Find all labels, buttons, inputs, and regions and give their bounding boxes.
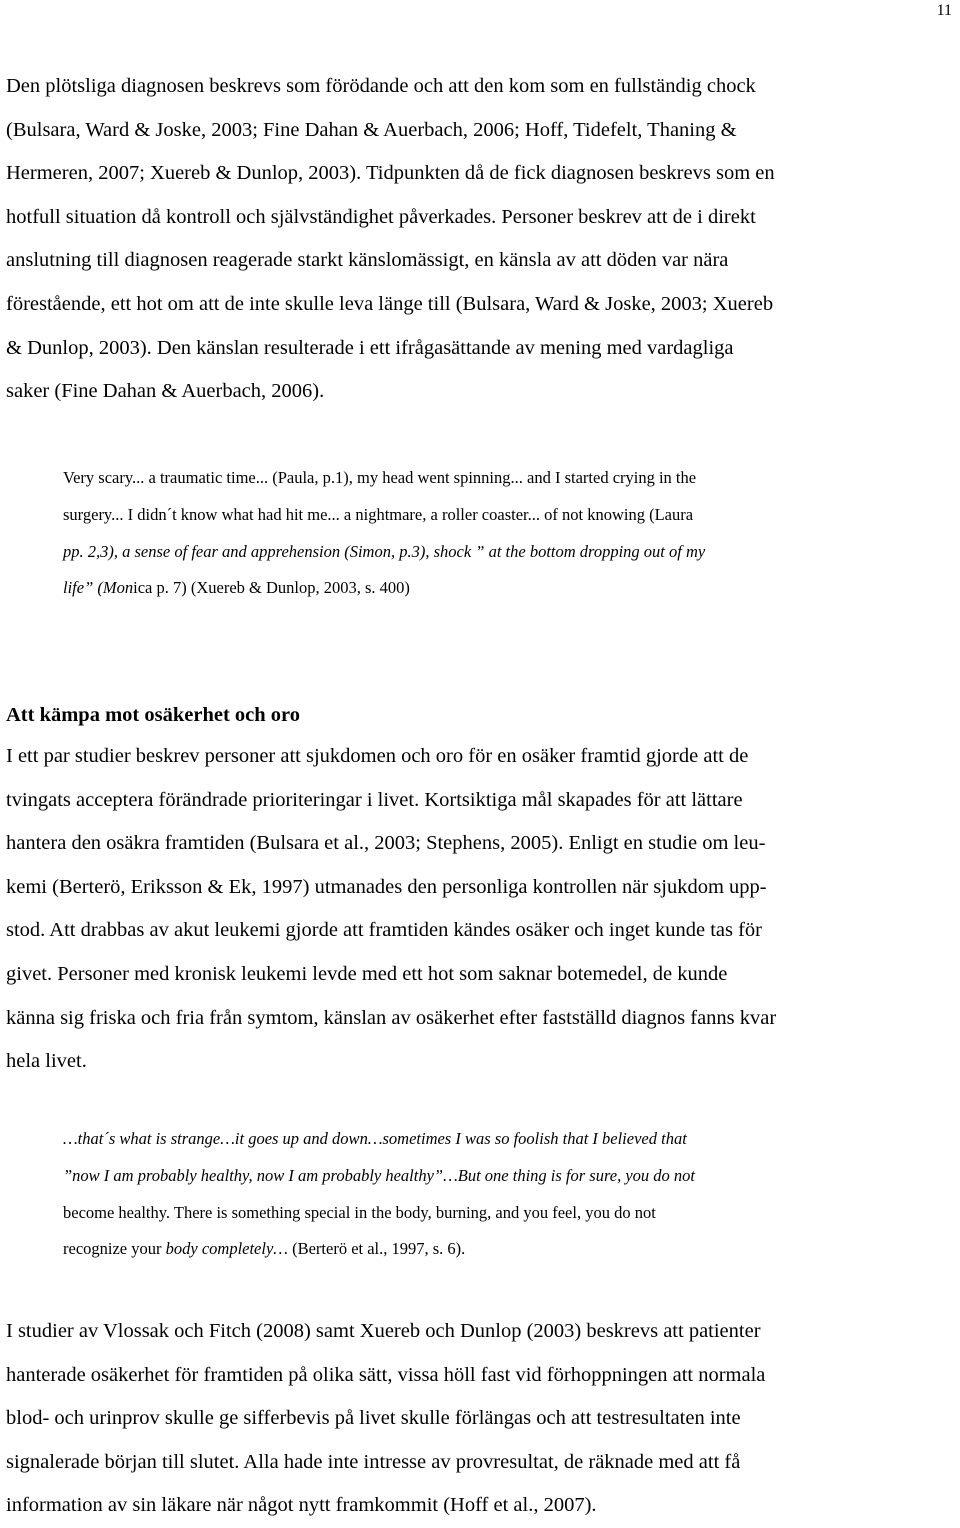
text-line: signalerade början till slutet. Alla hade inte intresse av provresultat, de räknade med att få (6, 1450, 741, 1473)
text-line: anslutning till diagnosen reagerade starkt känslomässigt, en känsla av att döden var nära (6, 249, 729, 272)
text-line: & Dunlop, 2003). Den känslan resulterade i ett ifrågasättande av mening med vardagliga (6, 336, 734, 359)
text-line: förestående, ett hot om att de inte skulle leva länge till (Bulsara, Ward & Joske, 2003; Xuereb (6, 292, 774, 315)
text-line: blod- och urinprov skulle ge sifferbevis på livet skulle förlängas och att testresultaten inte (6, 1407, 741, 1430)
paragraph-diagnosis-shock (6, 65, 956, 414)
text-line: hela livet. (6, 1050, 87, 1073)
text-line: Den plötsliga diagnosen beskrevs som förödande och att den kom som en fullständig chock (6, 75, 756, 97)
quote-line: pp. 2,3), a sense of fear and apprehension (Simon, p.3), shock ” at the bottom dropping out of my (63, 541, 706, 561)
text-line: känna sig friska och fria från symtom, känslan av osäkerhet efter fastställd diagnos fanns kvar (6, 1006, 777, 1029)
text-line: kemi (Berterö, Eriksson & Ek, 1997) utmanades den personliga kontrollen när sjukdom upp- (6, 875, 767, 898)
quote-line: …that´s what is strange…it goes up and down…sometimes I was so foolish that I believed that (63, 1129, 687, 1148)
block-quote-leukemia (63, 1121, 943, 1268)
quote-line: life” (Monica p. 7) (Xuereb & Dunlop, 2003, s. 400) (63, 578, 410, 598)
quote-line: Very scary... a traumatic time... (Paula, p.1), my head went spinning... and I started crying in the (63, 468, 697, 487)
paragraph-coping (6, 1310, 956, 1528)
block-quote-patients (63, 460, 943, 607)
quote-line: recognize your body completely… (Berterö et al., 1997, s. 6). (63, 1239, 466, 1259)
text-line: (Bulsara, Ward & Joske, 2003; Fine Dahan & Auerbach, 2006; Hoff, Tidefelt, Thaning & (6, 118, 737, 141)
text-line: saker (Fine Dahan & Auerbach, 2006). (6, 380, 325, 403)
text-line: I studier av Vlossak och Fitch (2008) samt Xuereb och Dunlop (2003) beskrevs att patienter (6, 1320, 761, 1342)
text-line: givet. Personer med kronisk leukemi levde med ett hot som saknar botemedel, de kunde (6, 962, 728, 985)
quote-line: ”now I am probably healthy, now I am probably healthy”…But one thing is for sure, you do not (63, 1165, 696, 1185)
text-line: I ett par studier beskrev personer att sjukdomen och oro för en osäker framtid gjorde att de (6, 745, 749, 767)
text-line: Hermeren, 2007; Xuereb & Dunlop, 2003). Tidpunkten då de fick diagnosen beskrevs som en (6, 162, 775, 185)
text-line: information av sin läkare när något nytt framkommit (Hoff et al., 2007). (6, 1494, 597, 1517)
text-line: hantera den osäkra framtiden (Bulsara et al., 2003; Stephens, 2005). Enligt en studie om leu- (6, 832, 766, 855)
text-line: hotfull situation då kontroll och självständighet påverkades. Personer beskrev att de i direkt (6, 205, 756, 228)
paragraph-uncertainty (6, 735, 956, 1084)
text-line: tvingats acceptera förändrade prioriteringar i livet. Kortsiktiga mål skapades för att lättare (6, 788, 743, 811)
text-line: hanterade osäkerhet för framtiden på olika sätt, vissa höll fast vid förhoppningen att normala (6, 1363, 766, 1386)
quote-line: surgery... I didn´t know what had hit me... a nightmare, a roller coaster... of not knowing (Laura (63, 504, 694, 524)
section-heading: Att kämpa mot osäkerhet och oro (6, 704, 300, 726)
page-number: 11 (936, 2, 952, 19)
text-line: stod. Att drabbas av akut leukemi gjorde att framtiden kändes osäker och inget kunde tas för (6, 919, 763, 942)
quote-line: become healthy. There is something special in the body, burning, and you feel, you do not (63, 1202, 656, 1222)
